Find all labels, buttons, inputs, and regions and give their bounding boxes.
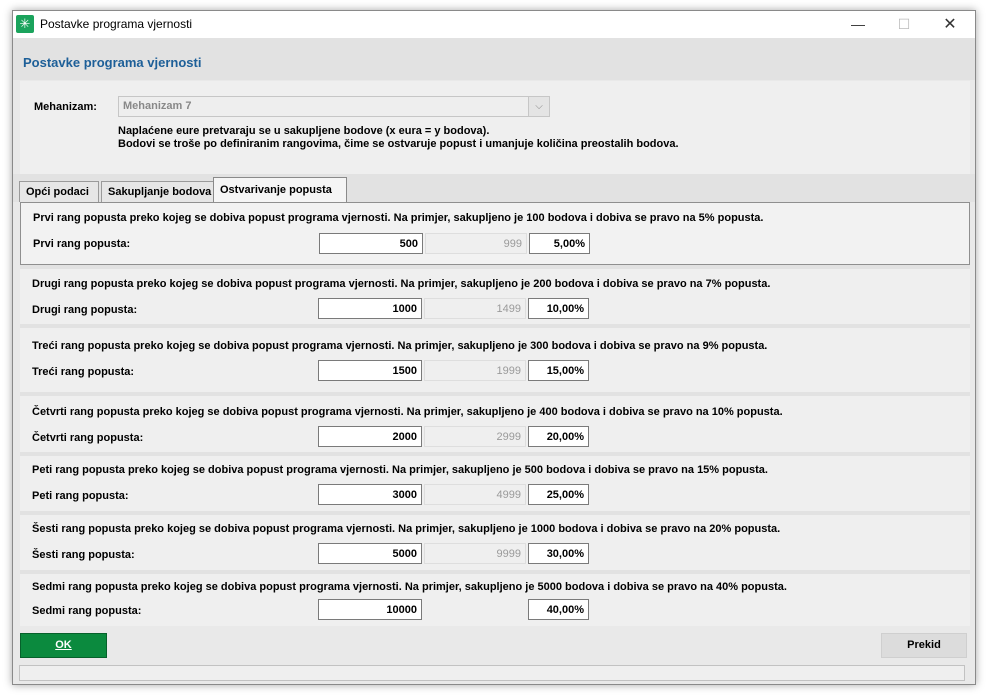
page-title: Postavke programa vjernosti — [23, 55, 202, 70]
rank-label: Drugi rang popusta: — [32, 304, 138, 316]
rank-points-from-input[interactable]: 1500 — [318, 360, 422, 381]
chevron-down-icon[interactable]: ⌵ — [528, 97, 549, 116]
rank-percent-input[interactable]: 5,00% — [529, 233, 590, 254]
rank-points-to-field: 999 — [425, 233, 527, 254]
rank-label: Peti rang popusta: — [32, 490, 129, 502]
rank-points-to-field: 1499 — [424, 298, 526, 319]
rank-group — [20, 269, 970, 324]
rank-label: Sedmi rang popusta: — [32, 605, 142, 617]
rank-percent-input[interactable]: 30,00% — [528, 543, 589, 564]
rank-percent-input[interactable]: 20,00% — [528, 426, 589, 447]
close-button[interactable]: ✕ — [943, 16, 957, 33]
mechanism-panel — [20, 81, 970, 174]
rank-percent-input[interactable]: 40,00% — [528, 599, 589, 620]
rank-group — [20, 574, 970, 626]
rank-points-from-input[interactable]: 3000 — [318, 484, 422, 505]
mechanism-description-1: Naplaćene eure pretvaraju se u sakupljene bodove (x eura = y bodova). — [118, 125, 490, 137]
rank-percent-input[interactable]: 15,00% — [528, 360, 589, 381]
rank-description: Sedmi rang popusta preko kojeg se dobiva popust programa vjernosti. Na primjer, sakupljeno je 5000 bodova i dobiva se pravo na 40% popusta. — [32, 581, 787, 593]
rank-percent-input[interactable]: 10,00% — [528, 298, 589, 319]
rank-points-to-field: 9999 — [424, 543, 526, 564]
maximize-button[interactable]: ☐ — [897, 16, 911, 32]
rank-points-from-input[interactable]: 10000 — [318, 599, 422, 620]
rank-label: Prvi rang popusta: — [33, 238, 131, 250]
rank-group — [20, 515, 970, 570]
app-logo-icon: ✳ — [16, 15, 34, 33]
rank-description: Prvi rang popusta preko kojeg se dobiva popust programa vjernosti. Na primjer, sakupljeno je 100 bodova i dobiva se pravo na 5% popusta. — [33, 212, 764, 224]
tab-strip — [13, 174, 975, 202]
tab-collecting-points[interactable]: Sakupljanje bodova — [101, 181, 221, 202]
minimize-button[interactable]: — — [851, 16, 865, 32]
mechanism-select[interactable] — [118, 96, 550, 117]
discount-ranks-panel — [20, 202, 970, 626]
rank-points-from-input[interactable]: 500 — [319, 233, 423, 254]
mechanism-label: Mehanizam: — [34, 101, 97, 113]
settings-window — [12, 10, 976, 685]
ok-button[interactable]: OK — [20, 633, 107, 658]
rank-group — [20, 396, 970, 452]
mechanism-value: Mehanizam 7 — [123, 100, 192, 112]
header-bar — [13, 38, 975, 80]
rank-description: Treći rang popusta preko kojeg se dobiva popust programa vjernosti. Na primjer, sakupljeno je 300 bodova i dobiva se pravo na 9% popusta. — [32, 340, 768, 352]
rank-points-to-field: 4999 — [424, 484, 526, 505]
rank-points-from-input[interactable]: 1000 — [318, 298, 422, 319]
tab-discount[interactable]: Ostvarivanje popusta — [213, 177, 347, 202]
status-bar — [19, 665, 965, 681]
rank-points-to-field: 2999 — [424, 426, 526, 447]
rank-group — [20, 202, 970, 265]
rank-percent-input[interactable]: 25,00% — [528, 484, 589, 505]
title-bar — [13, 11, 975, 38]
window-title: Postavke programa vjernosti — [40, 17, 193, 31]
rank-label: Četvrti rang popusta: — [32, 432, 144, 444]
rank-points-to-field: 1999 — [424, 360, 526, 381]
rank-group — [20, 328, 970, 392]
rank-points-from-input[interactable]: 2000 — [318, 426, 422, 447]
button-bar — [13, 629, 975, 659]
cancel-button[interactable]: Prekid — [881, 633, 967, 658]
mechanism-description-2: Bodovi se troše po definiranim rangovima, čime se ostvaruje popust i umanjuje količina preostalih bodova. — [118, 138, 679, 150]
rank-description: Četvrti rang popusta preko kojeg se dobiva popust programa vjernosti. Na primjer, sakupljeno je 400 bodova i dobiva se pravo na 10% popusta. — [32, 406, 783, 418]
rank-description: Peti rang popusta preko kojeg se dobiva popust programa vjernosti. Na primjer, sakupljeno je 500 bodova i dobiva se pravo na 15% popusta. — [32, 464, 768, 476]
rank-description: Šesti rang popusta preko kojeg se dobiva popust programa vjernosti. Na primjer, sakupljeno je 1000 bodova i dobiva se pravo na 20% popusta. — [32, 523, 781, 535]
rank-points-from-input[interactable]: 5000 — [318, 543, 422, 564]
rank-label: Šesti rang popusta: — [32, 549, 135, 561]
rank-group — [20, 456, 970, 511]
rank-label: Treći rang popusta: — [32, 366, 135, 378]
tab-general[interactable]: Opći podaci — [19, 181, 99, 202]
rank-description: Drugi rang popusta preko kojeg se dobiva popust programa vjernosti. Na primjer, sakupljeno je 200 bodova i dobiva se pravo na 7% popusta. — [32, 278, 771, 290]
